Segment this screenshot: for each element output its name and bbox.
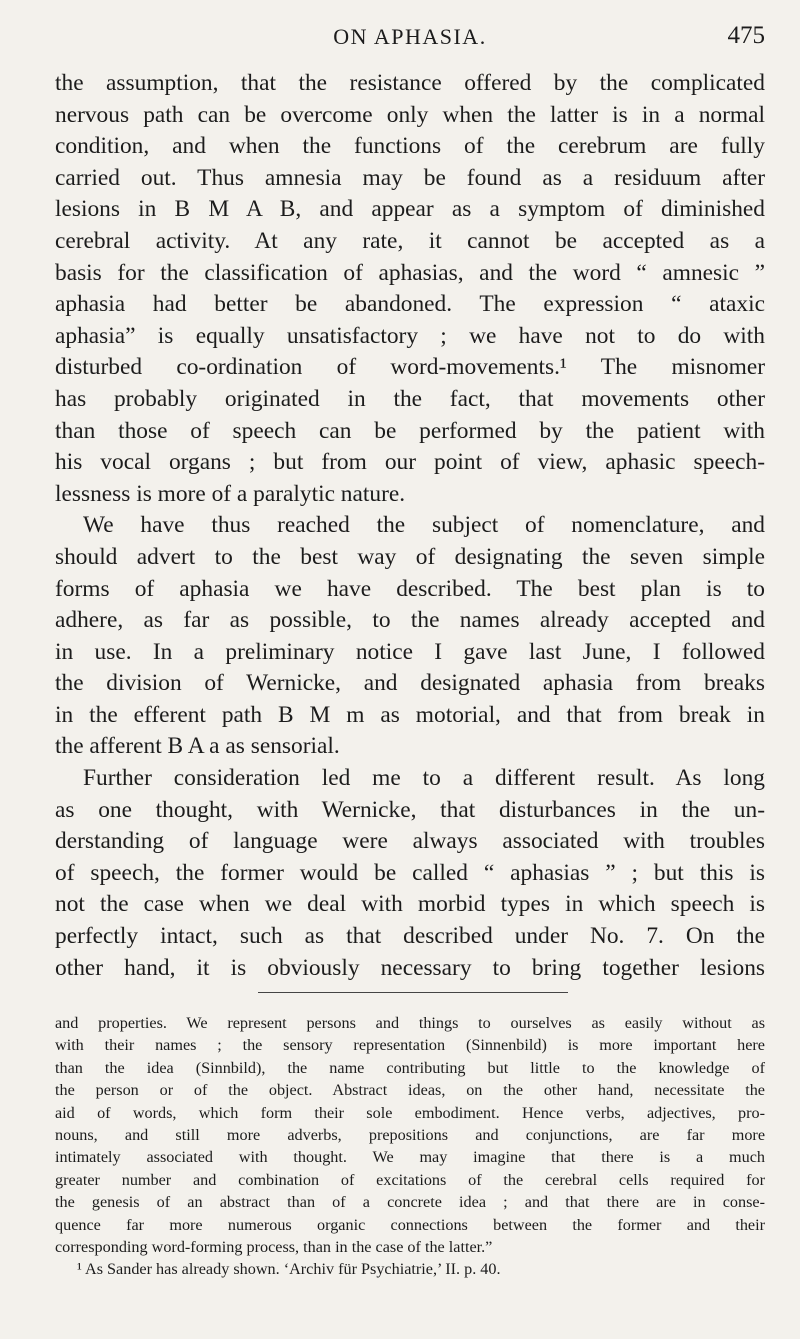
running-header <box>55 22 765 54</box>
text-line: derstanding of language were always associated with troubles <box>55 828 765 855</box>
text-line: the afferent B A a as sensorial. <box>55 733 340 760</box>
text-line: as one thought, with Wernicke, that disturbances in the un- <box>55 796 765 823</box>
paragraph-1 <box>55 68 765 510</box>
footnote-line: the genesis of an abstract than of a concrete idea ; and that there are in conse- <box>55 1193 765 1212</box>
text-line: the assumption, that the resistance offered by the complicated <box>55 70 765 96</box>
text-line: should advert to the best way of designating the seven simple <box>55 543 765 570</box>
footnote-line: intimately associated with thought. We may imagine that there is a much <box>55 1148 765 1167</box>
footnote-line: the person or of the object. Abstract ideas, on the other hand, necessitate the <box>55 1081 765 1100</box>
text-line: lessness is more of a paralytic nature. <box>55 480 406 507</box>
text-line: of speech, the former would be called “ aphasias ” ; but this is <box>55 859 765 886</box>
text-line: has probably originated in the fact, that movements other <box>55 385 765 412</box>
text-line: aphasia” is equally unsatisfactory ; we have not to do with <box>55 322 765 349</box>
footnote-line: aid of words, which form their sole embodiment. Hence verbs, adjectives, pro- <box>55 1103 765 1122</box>
text-line: condition, and when the functions of the cerebrum are fully <box>55 133 765 160</box>
text-line: the division of Wernicke, and designated aphasia from breaks <box>55 670 765 697</box>
footnote-line: and properties. We represent persons and things to ourselves as easily without as <box>55 1014 765 1032</box>
paragraph-3 <box>55 763 765 984</box>
footnote-1: ¹ As Sander has already shown. ‘Archiv für Psychiatrie,’ II. p. 40. <box>77 1260 501 1279</box>
footnote-line: nouns, and still more adverbs, prepositions and conjunctions, are far more <box>55 1126 765 1145</box>
text-line: lesions in B M A B, and appear as a symptom of diminished <box>55 196 765 223</box>
text-line: carried out. Thus amnesia may be found as a residuum after <box>55 164 765 191</box>
footnote-line: than the idea (Sinnbild), the name contributing but little to the knowledge of <box>55 1058 765 1077</box>
text-line: not the case when we deal with morbid types in which speech is <box>55 891 765 918</box>
footnote-line: greater number and combination of excitations of the cerebral cells required for <box>55 1170 765 1189</box>
footnotes <box>55 1012 765 1281</box>
page-number: 475 <box>727 22 765 49</box>
footnote-line: quence far more numerous organic connections between the former and their <box>55 1215 765 1234</box>
text-line: We have thus reached the subject of nomenclature, and <box>83 512 765 539</box>
footnote-separator <box>258 992 568 993</box>
paragraph-2 <box>55 510 765 763</box>
text-line: than those of speech can be performed by the patient with <box>55 417 765 444</box>
text-line: nervous path can be overcome only when the latter is in a normal <box>55 101 765 128</box>
footnote-line: with their names ; the sensory representation (Sinnenbild) is more important here <box>55 1036 765 1055</box>
text-line: cerebral activity. At any rate, it cannot be accepted as a <box>55 227 765 254</box>
text-line: in the efferent path B M m as motorial, and that from break in <box>55 701 765 728</box>
text-line: basis for the classification of aphasias, and the word “ amnesic ” <box>55 259 765 286</box>
text-line: other hand, it is obviously necessary to bring together lesions <box>55 954 765 981</box>
text-line: in use. In a preliminary notice I gave last June, I followed <box>55 638 765 665</box>
text-line: aphasia had better be abandoned. The expression “ ataxic <box>55 291 765 318</box>
text-line: his vocal organs ; but from our point of view, aphasic speech- <box>55 449 765 476</box>
running-title: ON APHASIA. <box>333 24 487 49</box>
text-line: adhere, as far as possible, to the names already accepted and <box>55 607 765 634</box>
footnote-line: corresponding word-forming process, than in the case of the latter.” <box>55 1238 493 1257</box>
text-line: Further consideration led me to a different result. As long <box>83 765 765 792</box>
text-line: disturbed co-ordination of word-movements.¹ The misnomer <box>55 354 765 381</box>
body-text <box>55 68 765 984</box>
text-line: forms of aphasia we have described. The best plan is to <box>55 575 765 602</box>
text-line: perfectly intact, such as that described under No. 7. On the <box>55 923 765 950</box>
